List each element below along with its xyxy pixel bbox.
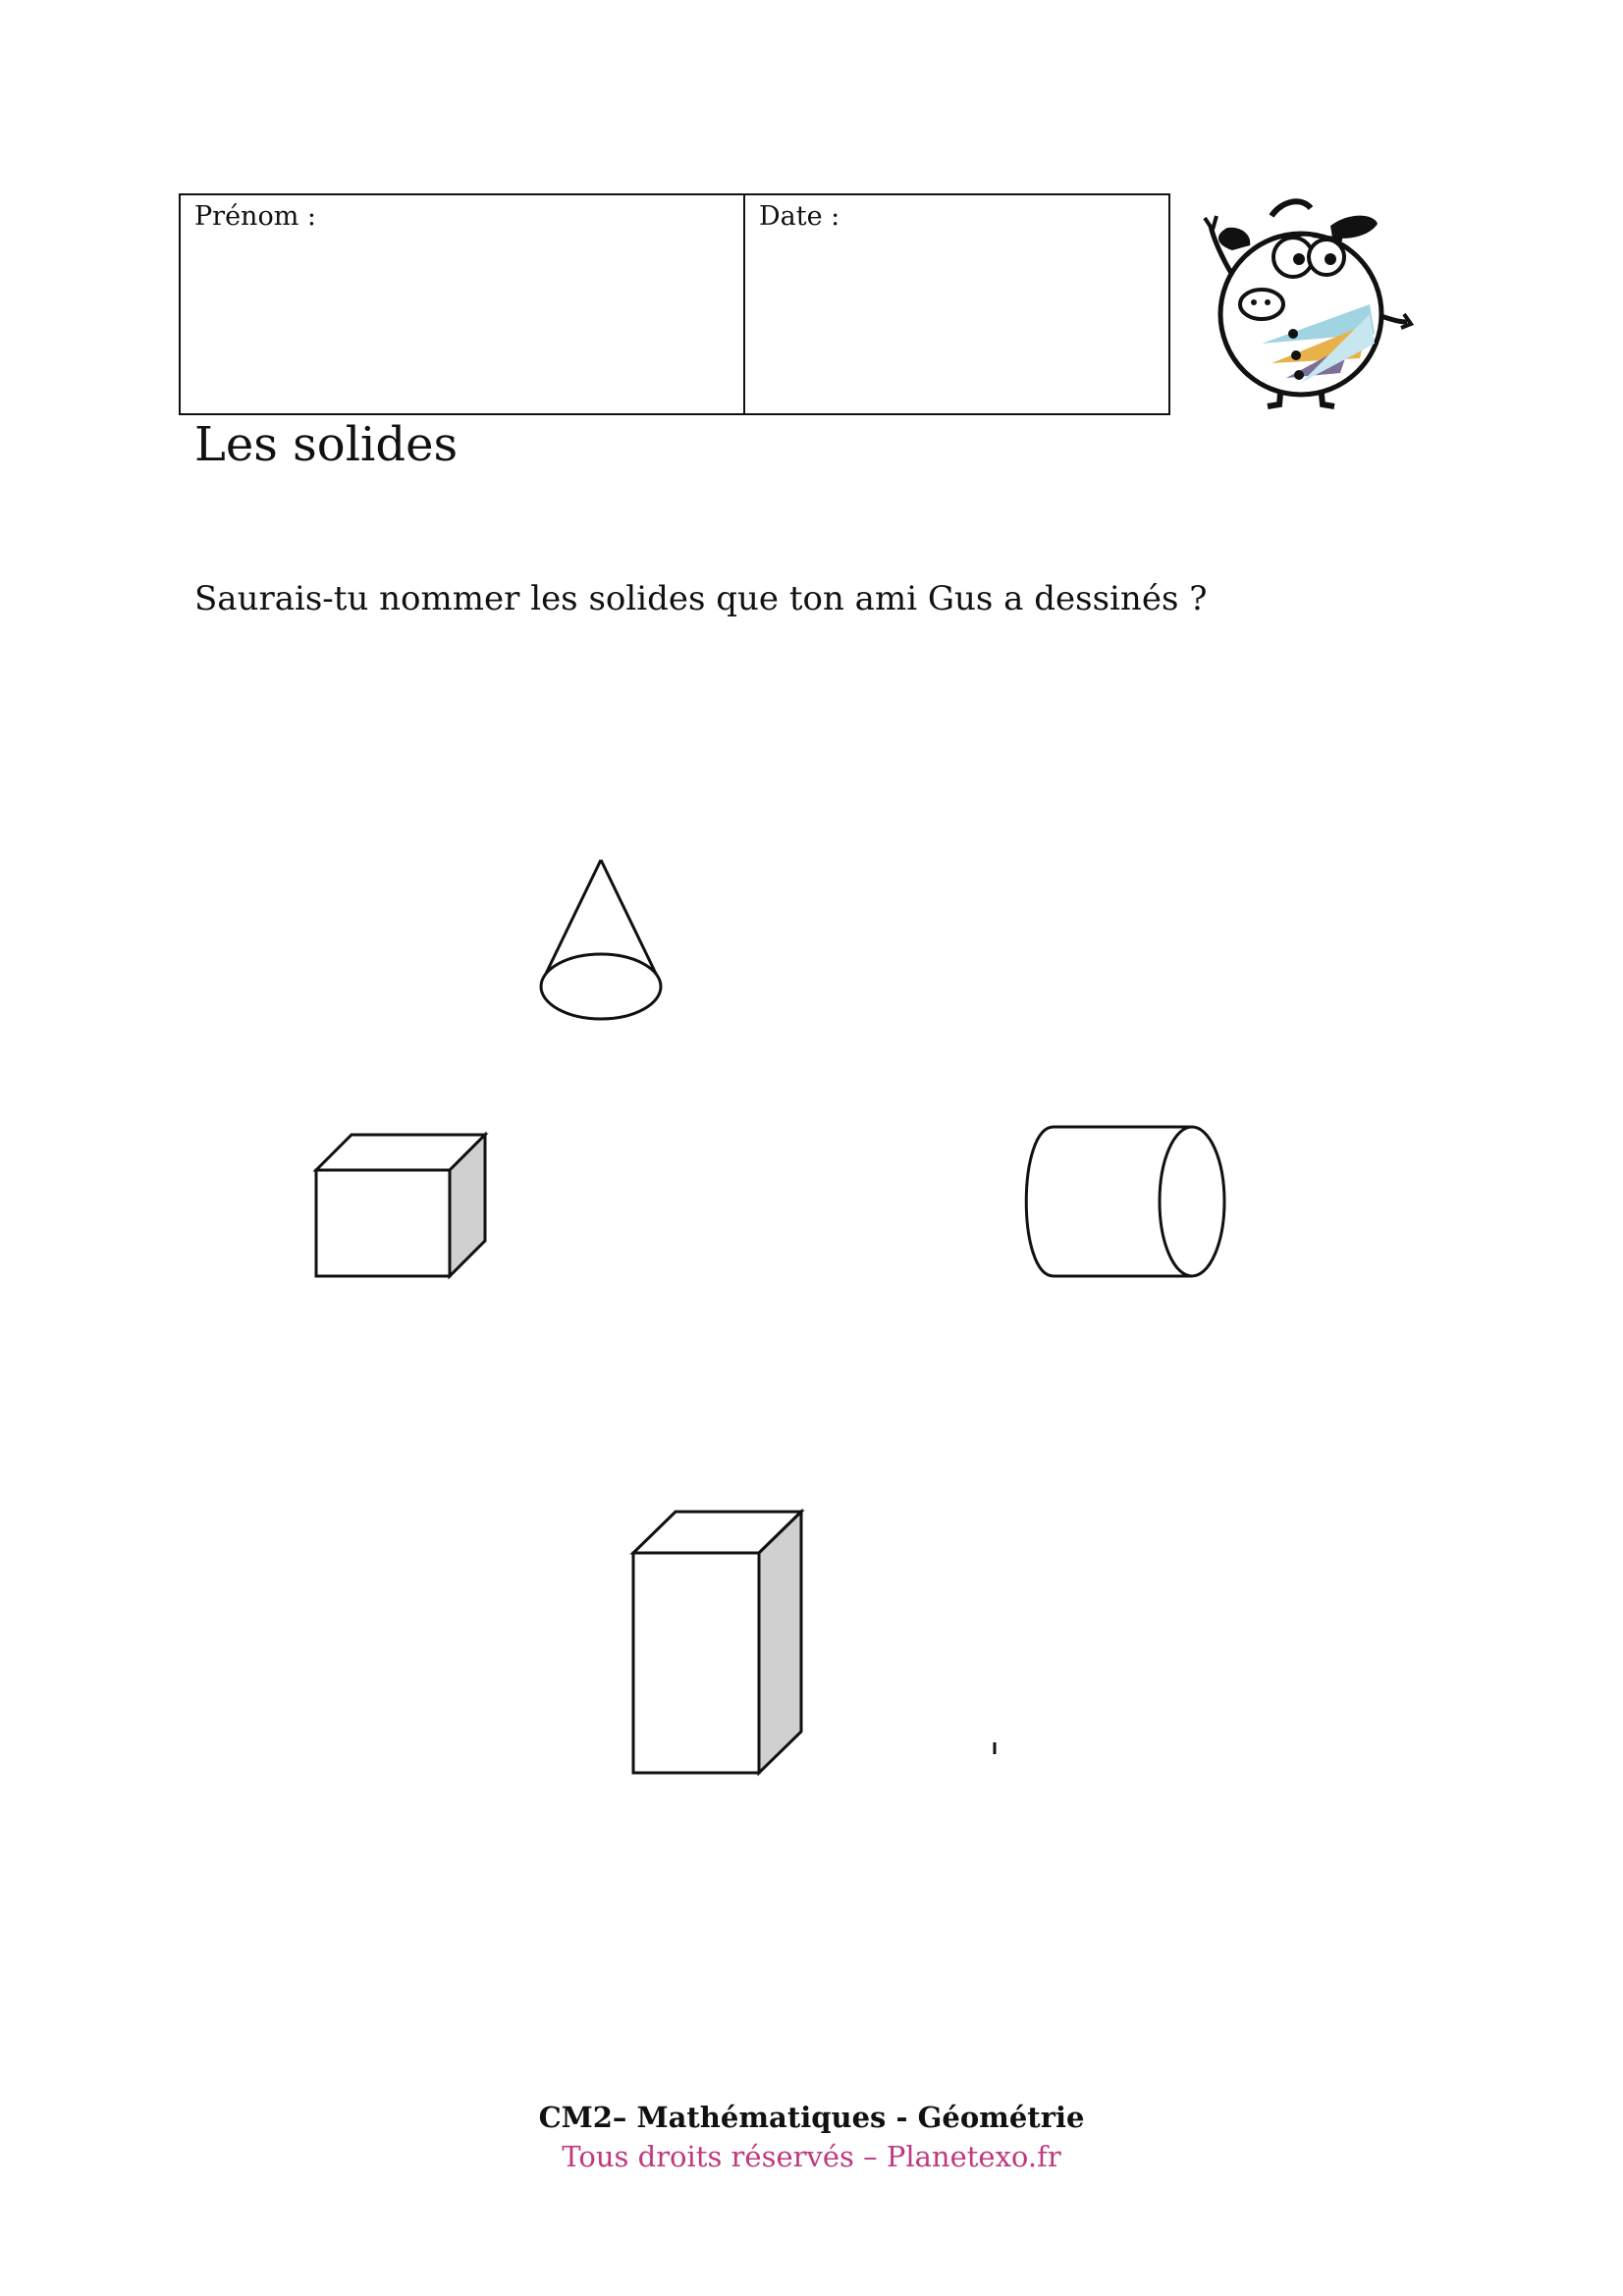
cube-shape: [316, 1135, 485, 1276]
rectangular-prism-shape: [633, 1512, 801, 1773]
cone-shape: [541, 860, 661, 1019]
date-label: Date :: [759, 201, 840, 232]
footer-course: CM2– Mathématiques - Géométrie: [538, 2101, 1085, 2134]
name-field[interactable]: [181, 195, 745, 413]
cylinder-shape: [1026, 1127, 1224, 1276]
student-info-table: [179, 193, 1170, 415]
date-field[interactable]: [745, 195, 1168, 413]
name-label: Prénom :: [194, 201, 316, 232]
page-title: Les solides: [194, 417, 459, 472]
footer-copyright: Tous droits réservés – Planetexo.fr: [562, 2140, 1061, 2173]
exercise-question: Saurais-tu nommer les solides que ton ami Gus a dessinés ?: [194, 579, 1208, 618]
gus-mascot-illustration: [1203, 196, 1414, 414]
